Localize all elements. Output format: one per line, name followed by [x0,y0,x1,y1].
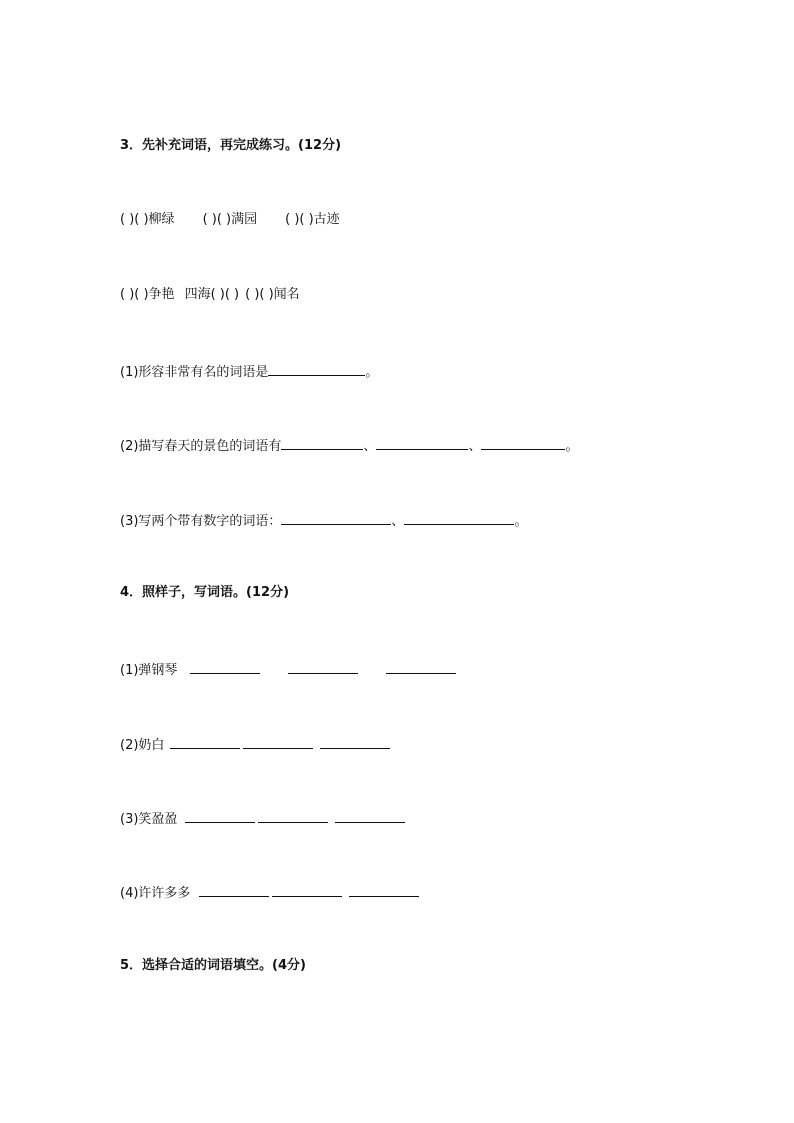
q3-sub-question-2 [120,435,578,456]
question-5-heading: 5．选择合适的词语填空。(4分) [120,958,306,973]
q3-sub-2-sep-1: 、 [363,439,377,454]
answer-blank[interactable] [386,659,456,674]
answer-blank[interactable] [190,659,260,674]
answer-blank[interactable] [288,659,358,674]
q3-word-1: ( )( )柳绿 [120,212,175,227]
answer-blank[interactable] [481,435,565,450]
q3-word-row-1 [120,211,340,229]
q3-sub-1-end: 。 [365,365,379,380]
answer-blank[interactable] [185,808,255,823]
q3-word-6: ( )( )闻名 [245,287,300,302]
q3-sub-2-label: (2)描写春天的景色的词语有 [120,439,282,454]
answer-blank[interactable] [281,510,391,525]
q4-item-label: (1)弹钢琴 [120,663,178,678]
answer-blank[interactable] [404,510,514,525]
answer-blank[interactable] [281,435,363,450]
q3-word-3: ( )( )古迹 [285,212,340,227]
answer-blank[interactable] [272,882,342,897]
q3-sub-2-end: 。 [565,439,579,454]
q3-sub-3-end: 。 [514,514,528,529]
answer-blank[interactable] [268,361,365,376]
answer-blank[interactable] [170,734,240,749]
q4-item-label: (2)奶白 [120,738,165,753]
answer-blank[interactable] [320,734,390,749]
q4-item-1 [120,659,456,680]
q4-item-3 [120,808,405,829]
answer-blank[interactable] [376,435,468,450]
q4-item-label: (4)许许多多 [120,886,191,901]
answer-blank[interactable] [199,882,269,897]
q3-sub-question-1 [120,361,378,382]
q4-item-2 [120,734,390,755]
q3-sub-question-3 [120,510,527,531]
q4-item-4 [120,882,419,903]
q3-sub-2-sep-2: 、 [468,439,482,454]
q3-sub-3-sep: 、 [391,514,405,529]
q3-word-4: ( )( )争艳 [120,287,175,302]
q3-word-2: ( )( )满园 [202,212,258,227]
question-4-heading: 4．照样子，写词语。(12分) [120,585,290,600]
question-3-heading: 3．先补充词语，再完成练习。(12分) [120,138,342,153]
q3-word-5: 四海( )( ) [184,287,240,302]
answer-blank[interactable] [335,808,405,823]
answer-blank[interactable] [258,808,328,823]
answer-blank[interactable] [349,882,419,897]
q4-item-label: (3)笑盈盈 [120,812,178,827]
q3-word-row-2 [120,286,300,304]
q3-sub-3-label: (3)写两个带有数字的词语： [120,514,282,529]
q3-sub-1-label: (1)形容非常有名的词语是 [120,365,269,380]
answer-blank[interactable] [243,734,313,749]
